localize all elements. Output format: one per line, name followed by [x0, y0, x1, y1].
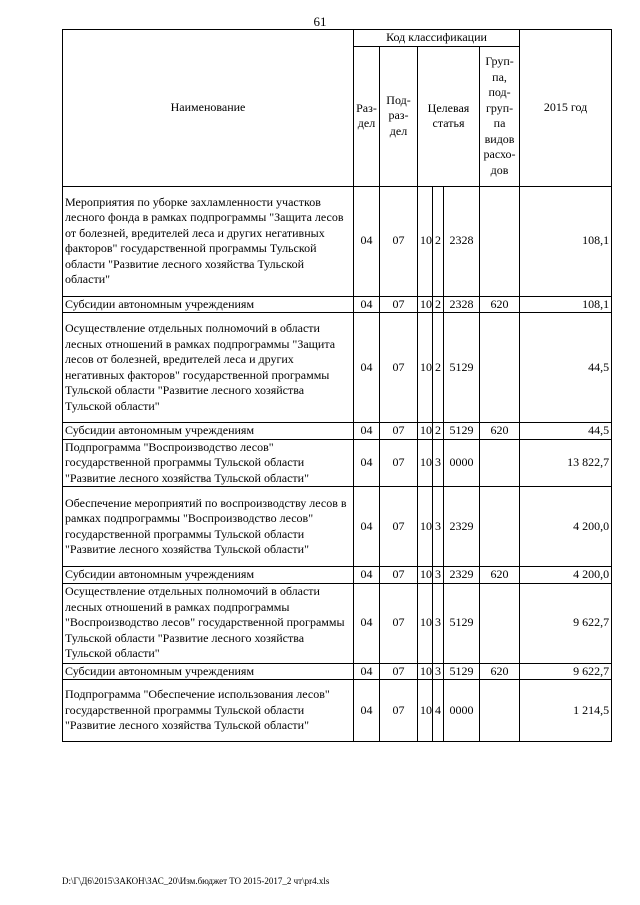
table-row [63, 439, 612, 487]
table-row [63, 186, 612, 296]
razdel-cell: 04 [354, 423, 380, 440]
row-name: Обеспечение мероприятий по воспроизводству лесов в рамках подпрограммы "Воспроизводство лесов" государственной программы Тульской области "Развитие лесного хозяйства Тульской области" [63, 487, 354, 567]
expense-type-cell: 620 [480, 663, 520, 680]
podrazdel-cell: 07 [380, 583, 418, 663]
footer-file-path: D:\Г\Д6\2015\ЗАКОН\ЗАС_20\Изм.бюджет ТО 2015-2017_2 чт\pr4.xls [62, 876, 330, 886]
expense-type-cell [480, 487, 520, 567]
table-row [63, 680, 612, 742]
row-name: Субсидии автономным учреждениям [63, 567, 354, 584]
target-article-part3: 0000 [444, 439, 480, 487]
row-name: Мероприятия по уборке захламленности участков лесного фонда в рамках подпрограммы "Защита лесов от болезней, вредителей леса и других негативных факторов" государственной программы Тульской области "Развитие лесного хозяйства Тульской области" [63, 186, 354, 296]
podrazdel-cell: 07 [380, 313, 418, 423]
podrazdel-cell: 07 [380, 680, 418, 742]
header-gruppa: Груп- па, под- груп- па видов расхо- дов [480, 46, 520, 186]
amount-cell: 4 200,0 [520, 487, 612, 567]
table-row [63, 583, 612, 663]
amount-cell: 108,1 [520, 186, 612, 296]
razdel-cell: 04 [354, 680, 380, 742]
target-article-part3: 2328 [444, 186, 480, 296]
amount-cell: 44,5 [520, 313, 612, 423]
amount-cell: 9 622,7 [520, 663, 612, 680]
razdel-cell: 04 [354, 439, 380, 487]
expense-type-cell [480, 583, 520, 663]
expense-type-cell [480, 186, 520, 296]
podrazdel-cell: 07 [380, 487, 418, 567]
target-article-part3: 5129 [444, 423, 480, 440]
target-article-part1: 10 [418, 567, 433, 584]
target-article-part2: 3 [433, 663, 444, 680]
target-article-part2: 3 [433, 567, 444, 584]
target-article-part1: 10 [418, 487, 433, 567]
amount-cell: 44,5 [520, 423, 612, 440]
table-row [63, 487, 612, 567]
header-code: Код классификации [354, 30, 520, 47]
target-article-part2: 3 [433, 583, 444, 663]
row-name: Подпрограмма "Обеспечение использования лесов" государственной программы Тульской области "Развитие лесного хозяйства Тульской области" [63, 680, 354, 742]
target-article-part3: 5129 [444, 313, 480, 423]
razdel-cell: 04 [354, 663, 380, 680]
target-article-part3: 5129 [444, 583, 480, 663]
razdel-cell: 04 [354, 296, 380, 313]
target-article-part2: 2 [433, 296, 444, 313]
razdel-cell: 04 [354, 487, 380, 567]
target-article-part3: 2329 [444, 487, 480, 567]
page-number: 61 [313, 14, 327, 29]
podrazdel-cell: 07 [380, 186, 418, 296]
target-article-part2: 2 [433, 423, 444, 440]
header-name: Наименование [63, 30, 354, 187]
razdel-cell: 04 [354, 583, 380, 663]
razdel-cell: 04 [354, 313, 380, 423]
expense-type-cell [480, 439, 520, 487]
expense-type-cell: 620 [480, 423, 520, 440]
table-row [63, 663, 612, 680]
row-name: Подпрограмма "Воспроизводство лесов" государственной программы Тульской области "Развитие лесного хозяйства Тульской области" [63, 439, 354, 487]
amount-cell: 9 622,7 [520, 583, 612, 663]
amount-cell: 13 822,7 [520, 439, 612, 487]
amount-cell: 108,1 [520, 296, 612, 313]
target-article-part1: 10 [418, 186, 433, 296]
row-name: Осуществление отдельных полномочий в области лесных отношений в рамках подпрограммы "Защита лесов от болезней, вредителей леса и других негативных факторов" государственной программы Тульской области "Развитие лесного хозяйства Тульской области" [63, 313, 354, 423]
header-podrazdel: Под- раз- дел [380, 46, 418, 186]
expense-type-cell [480, 680, 520, 742]
expense-type-cell: 620 [480, 567, 520, 584]
podrazdel-cell: 07 [380, 423, 418, 440]
podrazdel-cell: 07 [380, 296, 418, 313]
target-article-part1: 10 [418, 313, 433, 423]
target-article-part1: 10 [418, 423, 433, 440]
header-row-top [63, 30, 612, 47]
table-row [63, 423, 612, 440]
target-article-part2: 4 [433, 680, 444, 742]
header-celevaya: Целевая статья [418, 46, 480, 186]
row-name: Субсидии автономным учреждениям [63, 296, 354, 313]
target-article-part1: 10 [418, 583, 433, 663]
target-article-part2: 2 [433, 313, 444, 423]
razdel-cell: 04 [354, 186, 380, 296]
table-row [63, 296, 612, 313]
row-name: Субсидии автономным учреждениям [63, 663, 354, 680]
budget-table [62, 29, 612, 742]
amount-cell: 1 214,5 [520, 680, 612, 742]
razdel-cell: 04 [354, 567, 380, 584]
target-article-part2: 2 [433, 186, 444, 296]
table-row [63, 567, 612, 584]
row-name: Субсидии автономным учреждениям [63, 423, 354, 440]
target-article-part2: 3 [433, 487, 444, 567]
podrazdel-cell: 07 [380, 663, 418, 680]
target-article-part3: 2328 [444, 296, 480, 313]
target-article-part1: 10 [418, 663, 433, 680]
target-article-part3: 2329 [444, 567, 480, 584]
target-article-part3: 5129 [444, 663, 480, 680]
amount-cell: 4 200,0 [520, 567, 612, 584]
header-year: 2015 год [520, 30, 612, 187]
target-article-part3: 0000 [444, 680, 480, 742]
row-name: Осуществление отдельных полномочий в области лесных отношений в рамках подпрограммы "Воспроизводство лесов" государственной программы Тульской области "Развитие лесного хозяйства Тульской области" [63, 583, 354, 663]
target-article-part1: 10 [418, 680, 433, 742]
podrazdel-cell: 07 [380, 567, 418, 584]
podrazdel-cell: 07 [380, 439, 418, 487]
expense-type-cell: 620 [480, 296, 520, 313]
target-article-part1: 10 [418, 296, 433, 313]
target-article-part2: 3 [433, 439, 444, 487]
expense-type-cell [480, 313, 520, 423]
target-article-part1: 10 [418, 439, 433, 487]
header-razdel: Раз- дел [354, 46, 380, 186]
table-row [63, 313, 612, 423]
